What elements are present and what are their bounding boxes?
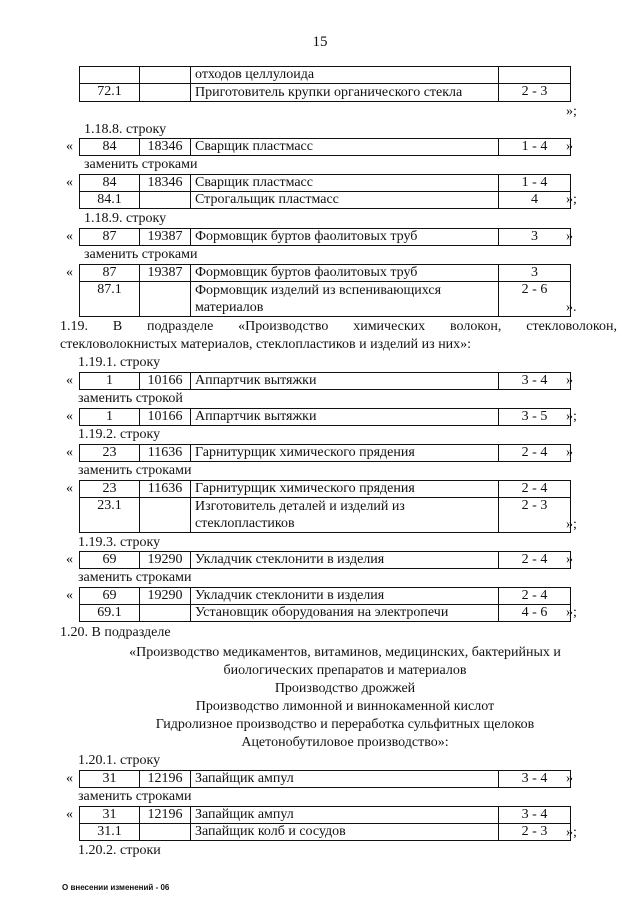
grade-range: 1 - 4: [499, 139, 571, 156]
line-l3: 1.18.9. строку: [84, 211, 167, 226]
table-row: [80, 229, 571, 246]
profession-code: [140, 282, 191, 317]
open-quote: «: [66, 445, 73, 460]
row-number: 1: [80, 373, 140, 390]
table-t4: [79, 228, 571, 246]
profession-code: 10166: [140, 409, 191, 426]
close-quote: »: [566, 229, 573, 244]
close-quote: »;: [566, 104, 577, 119]
row-number: 72.1: [80, 84, 140, 102]
table-row: [80, 498, 571, 533]
close-quote: »;: [566, 605, 577, 620]
profession-name: Формовщик буртов фаолитовых труб: [191, 265, 499, 282]
close-quote: »: [566, 552, 573, 567]
profession-name: Запайщик колб и сосудов: [191, 824, 499, 841]
table-row: [80, 588, 571, 605]
line-l1: 1.18.8. строку: [84, 122, 167, 137]
table-row: [80, 605, 571, 622]
line-l11: 1.20.1. строку: [78, 753, 161, 768]
profession-name: отходов целлулоида: [191, 67, 499, 84]
profession-code: 10166: [140, 373, 191, 390]
line-l4: заменить строками: [84, 247, 198, 262]
table-row: [80, 265, 571, 282]
footer-note: О внесении изменений - 06: [62, 883, 170, 892]
close-quote: »;: [566, 825, 577, 840]
profession-name: Приготовитель крупки органического стекла: [191, 84, 499, 102]
centered-line-3: Производство дрожжей: [274, 681, 416, 696]
row-number: 23.1: [80, 498, 140, 533]
profession-name: Сварщик пластмасс: [191, 175, 499, 192]
close-quote: »;: [566, 517, 577, 532]
table-row: [80, 552, 571, 569]
table-row: [80, 373, 571, 390]
profession-code: 18346: [140, 139, 191, 156]
line-l13: 1.20.2. строки: [78, 843, 161, 858]
centered-line-2: биологических препаратов и материалов: [223, 663, 467, 678]
profession-name: Укладчик стеклонити в изделия: [191, 552, 499, 569]
row-number: [80, 67, 140, 84]
grade-range: 3 - 4: [499, 373, 571, 390]
profession-name: Изготовитель деталей и изделий из стеклопластиков: [191, 498, 499, 533]
profession-code: [140, 605, 191, 622]
close-quote: »;: [566, 409, 577, 424]
profession-code: 11636: [140, 481, 191, 498]
profession-name: Формовщик буртов фаолитовых труб: [191, 229, 499, 246]
open-quote: «: [66, 807, 73, 822]
grade-range: 3 - 4: [499, 807, 571, 824]
row-number: 84: [80, 139, 140, 156]
row-number: 31.1: [80, 824, 140, 841]
table-t1: [79, 66, 571, 102]
centered-line-6: Ацетонобутиловое производство»:: [241, 735, 449, 750]
profession-code: 11636: [140, 445, 191, 462]
open-quote: «: [66, 771, 73, 786]
table-row: [80, 84, 571, 102]
grade-range: 2 - 3: [499, 498, 571, 533]
profession-code: 19387: [140, 229, 191, 246]
row-number: 87: [80, 265, 140, 282]
grade-range: 2 - 4: [499, 552, 571, 569]
table-t13: [79, 806, 571, 841]
row-number: 84.1: [80, 192, 140, 209]
profession-code: 19290: [140, 552, 191, 569]
close-quote: »: [566, 139, 573, 154]
centered-line-4: Производство лимонной и виннокаменной кислот: [195, 699, 495, 714]
open-quote: «: [66, 552, 73, 567]
paragraph-1-19: 1.19. В подразделе «Производство химических волокон, стекловолокон,: [60, 319, 617, 334]
centered-line-5: Гидролизное производство и переработка сульфитных щелоков: [155, 717, 535, 732]
row-number: 87: [80, 229, 140, 246]
grade-range: 2 - 4: [499, 445, 571, 462]
row-number: 31: [80, 771, 140, 788]
table-row: [80, 139, 571, 156]
row-number: 69: [80, 552, 140, 569]
profession-name: Сварщик пластмасс: [191, 139, 499, 156]
grade-range: 2 - 6: [499, 282, 571, 317]
table-t7: [79, 408, 571, 426]
open-quote: «: [66, 139, 73, 154]
row-number: 31: [80, 807, 140, 824]
grade-range: [499, 67, 571, 84]
table-t5: [79, 264, 571, 317]
grade-range: 1 - 4: [499, 175, 571, 192]
table-row: [80, 67, 571, 84]
close-quote: ».: [566, 300, 577, 315]
grade-range: 3 - 5: [499, 409, 571, 426]
open-quote: «: [66, 588, 73, 603]
table-row: [80, 771, 571, 788]
profession-name: Гарнитурщик химического прядения: [191, 481, 499, 498]
open-quote: «: [66, 265, 73, 280]
close-quote: »;: [566, 192, 577, 207]
page-number: 15: [312, 34, 328, 50]
open-quote: «: [66, 409, 73, 424]
profession-name: Гарнитурщик химического прядения: [191, 445, 499, 462]
row-number: 1: [80, 409, 140, 426]
profession-code: [140, 67, 191, 84]
line-l5: 1.19.1. строку: [78, 355, 161, 370]
table-row: [80, 445, 571, 462]
close-quote: »: [566, 771, 573, 786]
table-t2: [79, 138, 571, 156]
grade-range: 3: [499, 229, 571, 246]
grade-range: 4 - 6: [499, 605, 571, 622]
table-t6: [79, 372, 571, 390]
table-t10: [79, 551, 571, 569]
profession-code: [140, 498, 191, 533]
row-number: 69: [80, 588, 140, 605]
profession-name: Запайщик ампул: [191, 807, 499, 824]
profession-code: [140, 192, 191, 209]
row-number: 69.1: [80, 605, 140, 622]
row-number: 23: [80, 481, 140, 498]
table-t12: [79, 770, 571, 788]
row-number: 87.1: [80, 282, 140, 317]
profession-code: [140, 824, 191, 841]
table-row: [80, 409, 571, 426]
open-quote: «: [66, 175, 73, 190]
grade-range: 2 - 3: [499, 824, 571, 841]
close-quote: »: [566, 373, 573, 388]
paragraph-1-20: 1.20. В подразделе: [60, 625, 171, 640]
paragraph-1-19-cont: стекловолокнистых материалов, стеклопластиков и изделий из них»:: [60, 337, 472, 352]
centered-line-1: «Производство медикаментов, витаминов, медицинских, бактерийных и: [129, 645, 561, 660]
line-l8: заменить строками: [78, 463, 192, 478]
open-quote: «: [66, 373, 73, 388]
grade-range: 3 - 4: [499, 771, 571, 788]
grade-range: 2 - 3: [499, 84, 571, 102]
grade-range: 2 - 4: [499, 588, 571, 605]
table-t8: [79, 444, 571, 462]
grade-range: 4: [499, 192, 571, 209]
row-number: 23: [80, 445, 140, 462]
table-t9: [79, 480, 571, 533]
table-row: [80, 481, 571, 498]
close-quote: »: [566, 445, 573, 460]
table-t11: [79, 587, 571, 622]
open-quote: «: [66, 229, 73, 244]
line-l6: заменить строкой: [78, 391, 183, 406]
profession-name: Укладчик стеклонити в изделия: [191, 588, 499, 605]
table-row: [80, 192, 571, 209]
table-row: [80, 807, 571, 824]
line-l12: заменить строками: [78, 789, 192, 804]
profession-name: Аппартчик вытяжки: [191, 409, 499, 426]
profession-code: 19290: [140, 588, 191, 605]
profession-name: Аппартчик вытяжки: [191, 373, 499, 390]
row-number: 84: [80, 175, 140, 192]
table-row: [80, 282, 571, 317]
profession-name: Установщик оборудования на электропечи: [191, 605, 499, 622]
line-l9: 1.19.3. строку: [78, 535, 161, 550]
line-l2: заменить строками: [84, 157, 198, 172]
profession-code: 12196: [140, 807, 191, 824]
profession-name: Строгальщик пластмасс: [191, 192, 499, 209]
open-quote: «: [66, 481, 73, 496]
profession-name: Формовщик изделий из вспенивающихся материалов: [191, 282, 499, 317]
profession-code: 19387: [140, 265, 191, 282]
grade-range: 3: [499, 265, 571, 282]
line-l7: 1.19.2. строку: [78, 427, 161, 442]
profession-name: Запайщик ампул: [191, 771, 499, 788]
grade-range: 2 - 4: [499, 481, 571, 498]
table-t3: [79, 174, 571, 209]
profession-code: 12196: [140, 771, 191, 788]
table-row: [80, 824, 571, 841]
profession-code: 18346: [140, 175, 191, 192]
profession-code: [140, 84, 191, 102]
line-l10: заменить строками: [78, 570, 192, 585]
table-row: [80, 175, 571, 192]
